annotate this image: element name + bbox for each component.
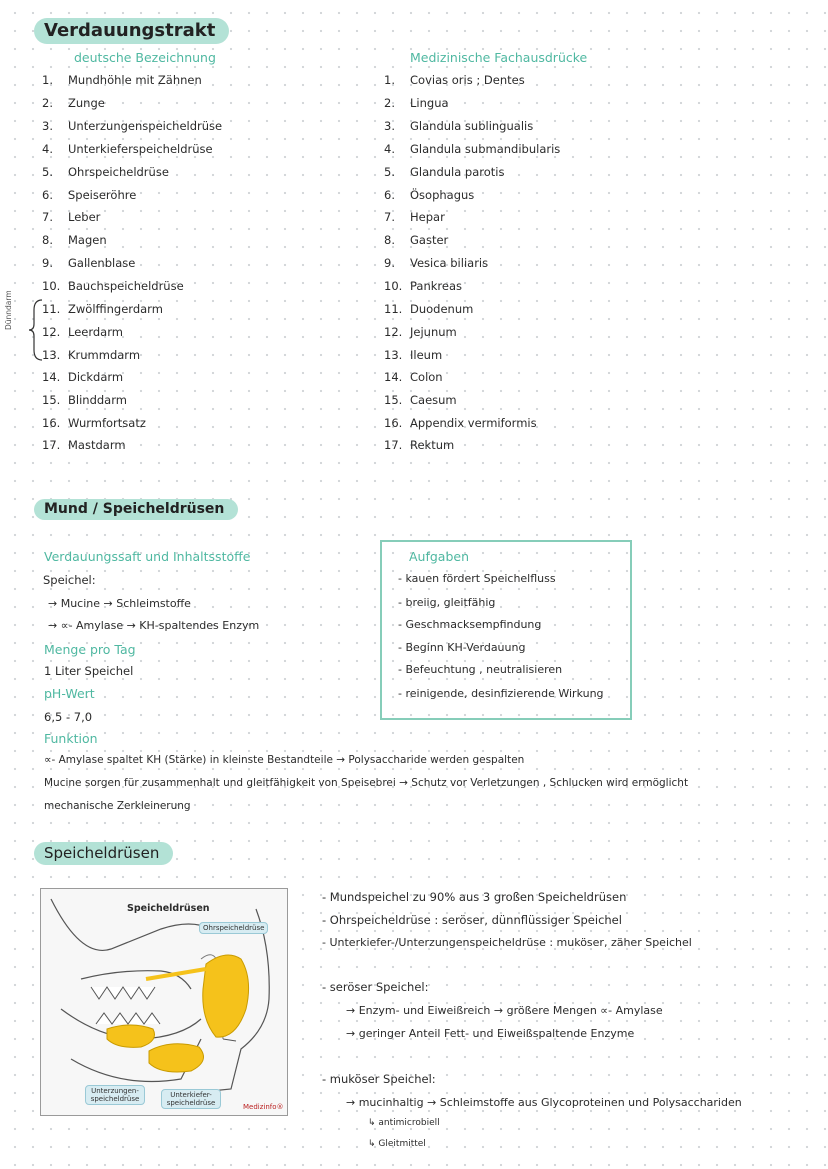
medical-term-row (384, 256, 488, 270)
term-number: 6. (384, 188, 395, 202)
term-number: 11. (42, 302, 61, 316)
german-term: Wurmfortsatz (68, 416, 146, 430)
salivary-gland-figure (40, 888, 288, 1116)
german-term: Blinddarm (68, 393, 127, 407)
medical-term-row (384, 393, 457, 407)
section-title-verdauungstrakt: Verdauungstrakt (34, 18, 229, 44)
task-item: - Geschmacksempfindung (398, 618, 542, 631)
medical-term: Hepar (410, 210, 445, 224)
tasks-header: Aufgaben (409, 549, 470, 564)
medical-term: Glandula sublingualis (410, 119, 534, 133)
medical-term: Jejunum (410, 325, 457, 339)
term-number: 11. (384, 302, 403, 316)
gland-note: - Mundspeichel zu 90% aus 3 großen Speicheldrüsen (322, 890, 627, 904)
juice-header: Verdauungssaft und Inhaltsstoffe (44, 549, 251, 564)
german-term: Gallenblase (68, 256, 136, 270)
term-number: 8. (42, 233, 53, 247)
german-term: Krummdarm (68, 348, 141, 362)
medical-term-row (384, 279, 462, 293)
small-intestine-brace (28, 298, 44, 362)
medical-term-row (384, 96, 449, 110)
medical-term: Glandula submandibularis (410, 142, 561, 156)
medical-term-row (384, 233, 448, 247)
term-number: 12. (384, 325, 403, 339)
german-term-row (42, 279, 184, 293)
term-number: 6. (42, 188, 53, 202)
medical-term: Pankreas (410, 279, 463, 293)
term-number: 9. (384, 256, 395, 270)
medical-term-row (384, 188, 474, 202)
term-number: 14. (384, 370, 403, 384)
small-intestine-label: Dünndarm (4, 290, 13, 330)
medical-term: Lingua (410, 96, 449, 110)
german-term-row (42, 73, 202, 87)
medical-term: Duodenum (410, 302, 474, 316)
term-number: 1. (42, 73, 53, 87)
medical-term-row (384, 210, 445, 224)
german-term: Mastdarm (68, 438, 126, 452)
german-term: Zwölffingerdarm (68, 302, 163, 316)
term-number: 3. (42, 119, 53, 133)
medical-term: Glandula parotis (410, 165, 505, 179)
term-number: 3. (384, 119, 395, 133)
term-number: 10. (384, 279, 403, 293)
term-number: 16. (42, 416, 61, 430)
medical-term-row (384, 416, 537, 430)
german-term-row (42, 302, 163, 316)
term-number: 5. (384, 165, 395, 179)
section-title-mund: Mund / Speicheldrüsen (34, 499, 238, 520)
term-number: 17. (42, 438, 61, 452)
german-term-row (42, 348, 140, 362)
term-number: 2. (42, 96, 53, 110)
figure-credit: Medizinfo® (243, 1103, 284, 1111)
gland-note: - Unterkiefer-/Unterzungenspeicheldrüse : muköser, zäher Speichel (322, 936, 692, 949)
function-item: ∝- Amylase spaltet KH (Stärke) in kleinste Bestandteile → Polysaccharide werden gespalten (44, 754, 525, 766)
medical-term-row (384, 165, 504, 179)
medical-term: Rektum (410, 438, 455, 452)
amount-value: 1 Liter Speichel (44, 664, 134, 678)
german-term: Unterzungenspeicheldrüse (68, 119, 223, 133)
term-number: 13. (384, 348, 403, 362)
term-number: 9. (42, 256, 53, 270)
german-term-row (42, 142, 213, 156)
gland-note: - seröser Speichel: (322, 980, 429, 994)
german-term: Zunge (68, 96, 105, 110)
medical-term: Caesum (410, 393, 457, 407)
german-term-row (42, 393, 127, 407)
gland-note: - muköser Speichel: (322, 1072, 436, 1086)
gland-note: - Ohrspeicheldrüse : seröser, dünnflüssiger Speichel (322, 913, 622, 927)
function-header: Funktion (44, 731, 98, 746)
saliva-item-mucine: → Mucine → Schleimstoffe (48, 597, 191, 610)
saliva-label: Speichel: (43, 573, 96, 587)
label-unterkieferspeicheldruese: Unterkiefer-speicheldrüse (161, 1089, 221, 1109)
medical-term-row (384, 142, 560, 156)
term-number: 12. (42, 325, 61, 339)
gland-note: → geringer Anteil Fett- und Eiweißspaltende Enzyme (346, 1027, 635, 1040)
term-number: 17. (384, 438, 403, 452)
medical-term-row (384, 119, 533, 133)
function-item: Mucine sorgen für zusammenhalt und gleitfähigkeit von Speisebrei → Schutz vor Verletzungen , Schlucken wird ermöglicht (44, 777, 689, 789)
label-ohrspeicheldruese: Ohrspeicheldrüse (199, 922, 268, 934)
german-term-row (42, 119, 222, 133)
ph-header: pH-Wert (44, 686, 95, 701)
medical-term: Covias oris ; Dentes (410, 73, 525, 87)
term-number: 2. (384, 96, 395, 110)
term-number: 4. (42, 142, 53, 156)
label-unterzungenspeicheldruese: Unterzungen-speicheldrüse (85, 1085, 145, 1105)
german-term: Speiseröhre (68, 188, 137, 202)
german-term-row (42, 188, 136, 202)
medical-term: Appendix vermiformis (410, 416, 537, 430)
function-item: mechanische Zerkleinerung (44, 800, 191, 812)
medical-term: Vesica biliaris (410, 256, 489, 270)
term-number: 7. (42, 210, 53, 224)
term-number: 8. (384, 233, 395, 247)
german-term-row (42, 416, 146, 430)
section-title-speicheldruesen: Speicheldrüsen (34, 842, 173, 865)
medical-term-row (384, 73, 525, 87)
task-item: - Beginn KH-Verdauung (398, 641, 526, 654)
german-term-row (42, 370, 123, 384)
german-term: Magen (68, 233, 107, 247)
figure-title: Speicheldrüsen (127, 903, 210, 914)
term-number: 13. (42, 348, 61, 362)
medical-term: Gaster (410, 233, 449, 247)
amount-header: Menge pro Tag (44, 642, 136, 657)
task-item: - kauen fördert Speichelfluss (398, 572, 556, 585)
term-number: 15. (42, 393, 61, 407)
medical-term-row (384, 348, 442, 362)
task-item: - Befeuchtung , neutralisieren (398, 663, 563, 676)
gland-note: → mucinhaltig → Schleimstoffe aus Glycoproteinen und Polysacchariden (346, 1096, 742, 1109)
german-term: Leerdarm (68, 325, 123, 339)
german-term-row (42, 165, 169, 179)
gland-note: → Enzym- und Eiweißreich → größere Mengen ∝- Amylase (346, 1004, 663, 1017)
term-number: 4. (384, 142, 395, 156)
term-number: 5. (42, 165, 53, 179)
term-number: 1. (384, 73, 395, 87)
medical-term: Ileum (410, 348, 443, 362)
german-term-row (42, 438, 126, 452)
german-term-row (42, 325, 123, 339)
gland-note: ↳ antimicrobiell (368, 1118, 440, 1128)
task-item: - breiig, gleitfähig (398, 596, 496, 609)
german-term-row (42, 210, 100, 224)
term-number: 7. (384, 210, 395, 224)
german-term-row (42, 233, 107, 247)
german-term: Mundhöhle mit Zähnen (68, 73, 202, 87)
german-term: Ohrspeicheldrüse (68, 165, 169, 179)
medical-term: Colon (410, 370, 443, 384)
term-number: 15. (384, 393, 403, 407)
german-term: Bauchspeicheldrüse (68, 279, 184, 293)
task-item: - reinigende, desinfizierende Wirkung (398, 687, 604, 700)
right-column-header: Medizinische Fachausdrücke (410, 50, 588, 65)
medical-term-row (384, 370, 443, 384)
german-term-row (42, 96, 105, 110)
term-number: 16. (384, 416, 403, 430)
term-number: 10. (42, 279, 61, 293)
german-term: Dickdarm (68, 370, 124, 384)
medical-term: Ösophagus (410, 188, 475, 202)
term-number: 14. (42, 370, 61, 384)
saliva-item-amylase: → ∝- Amylase → KH-spaltendes Enzym (48, 619, 260, 632)
german-term: Leber (68, 210, 101, 224)
german-term: Unterkieferspeicheldrüse (68, 142, 213, 156)
medical-term-row (384, 438, 454, 452)
medical-term-row (384, 325, 457, 339)
german-term-row (42, 256, 135, 270)
ph-value: 6,5 - 7,0 (44, 710, 93, 724)
left-column-header: deutsche Bezeichnung (74, 50, 216, 65)
gland-note: ↳ Gleitmittel (368, 1139, 426, 1149)
medical-term-row (384, 302, 473, 316)
